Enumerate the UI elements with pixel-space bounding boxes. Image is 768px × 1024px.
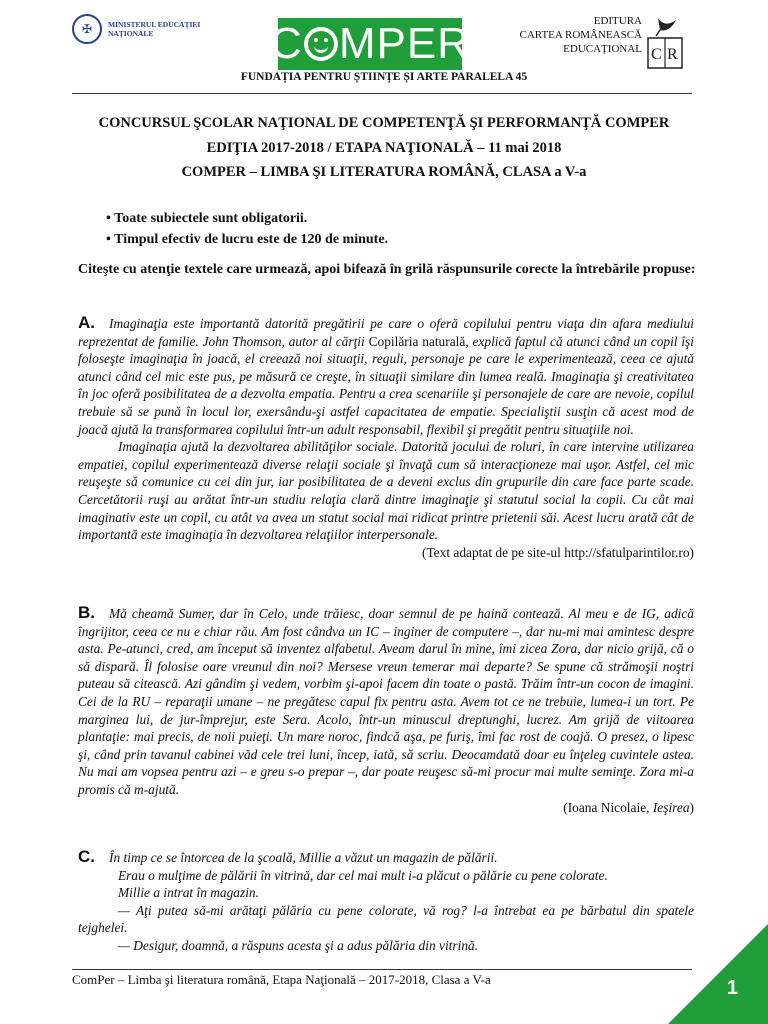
page-number: 1 — [726, 977, 738, 999]
rule-item: • Timpul efectiv de lucru este de 120 de minute. — [106, 229, 388, 250]
ministry-name: MINISTERUL EDUCAȚIEI NAȚIONALE — [108, 20, 201, 38]
section-a-letter: A. — [78, 313, 95, 332]
comper-logo-word: C MPER — [270, 19, 470, 68]
exam-rules — [106, 208, 388, 250]
section-b-letter: B. — [78, 603, 95, 622]
section-b-source: (Ioana Nicolaie, Ieşirea) — [563, 799, 694, 815]
section-b — [78, 604, 694, 816]
book-title: Copilăria naturală — [368, 333, 466, 349]
section-c-line-3: Millie a intrat în magazin. — [118, 885, 259, 901]
section-c-line-4: — Aţi putea să-mi arătaţi pălăria cu pene colorate, vă rog? l-a întrebat ea pe bărbatul din spatele tejghelei. — [78, 902, 694, 936]
rule-item: • Toate subiectele sunt obligatorii. — [106, 208, 388, 229]
section-a-source: (Text adaptat de pe site-ul http://sfatulparintilor.ro) — [421, 544, 694, 560]
edition-title: EDIŢIA 2017-2018 / ETAPA NAŢIONALĂ – 11 mai 2018 — [206, 140, 562, 156]
contest-title: CONCURSUL ŞCOLAR NAŢIONAL DE COMPETENŢĂ ŞI PERFORMANŢĂ COMPER — [98, 115, 670, 131]
section-c-line-2: Erau o mulţime de pălării în vitrină, dar cel mai mult i-a plăcut o pălărie cu pene colorate. — [118, 867, 608, 883]
svg-text:R: R — [667, 46, 678, 63]
foundation-name: FUNDAȚIA PENTRU ȘTIINȚE ȘI ARTE PARALELA 45 — [240, 71, 528, 83]
section-a-paragraph-2: Imaginaţia ajută la dezvoltarea abilităţilor sociale. Datorită jocului de roluri, în care intervine utilizarea empatiei, copilul experimentează diverse relaţii sociale şi învaţă cum să interacţioneze mai uşor. Astfel, cel mic reuşeşte să comunice cu cei din jur, iar posibilitatea de a deveni exclus din grupurile din care face parte scade. Cercetătorii ruşi au arătat într-un studiu relaţia clară dintre imaginaţie şi statutul social la copii. Cu cât mai imaginativ este un copil, cu atât va avea un statut social mai ridicat printre prietenii săi. Acest lucru arată cât de importantă este imaginaţia în dezvoltarea relaţiilor interpersonale. — [78, 439, 694, 543]
header-divider — [72, 93, 692, 94]
ministry-logo — [72, 14, 200, 44]
section-c-line-5: — Desigur, doamnă, a răspuns acesta şi a adus pălăria din vitrină. — [118, 937, 479, 953]
footer-text: ComPer – Limba şi literatura română, Etapa Naţională – 2017-2018, Clasa a V-a — [72, 972, 491, 987]
section-a-paragraph-1: A. Imaginaţia este importantă datorită pregătirii pe care o oferă copilului pentru viaţa din afara mediului reprezentat de familie. John Thomson, autor al cărţii Copilăria naturală, explică faptul că atunci când un copil îşi foloseşte imaginaţia în joacă, el creează noi situaţii, reguli, personaje pe care le experimentează, ceea ce ajută atunci când cel mic este pus, pe măsură ce creşte, în situaţii similare din lumea reală. Imaginaţia şi creativitatea în joc oferă posibilitatea de a dezvolta empatia. Pentru a crea scenariile şi personajele de care are nevoie, copilul trebuie să se pună în locul lor, exersându-şi astfel capacitatea de empatie. Specialiştii susţin că acest mod de joacă ajută la transformarea copilului într-un adult responsabil, flexibil şi pregătit pentru situaţiile noi. — [78, 313, 694, 437]
section-b-paragraph: B. Mă cheamă Sumer, dar în Celo, unde trăiesc, doar semnul de pe haină contează. Al meu e de IG, adică îngrijitor, ceea ce nu e chiar rău. Am fost cândva un IC – inginer de computere –, dar nu-mi mai amintesc despre asta. Pe-atunci, cred, am început să inventez alfabetul. Aveam darul în mine, îmi zicea Zora, dar nicio grijă, că o să dispară. Îl folosise oare vreunul din noi? Mersese vreun temerar mai departe? Se spune că strămoşii noştri puteau să citească. Azi gândim şi vedem, vorbim şi-apoi facem din toate o pastă. Trăim într-un cocon de imagini. Cei de la RU – reparaţii umane – ne pregătesc capul fix pentru asta. Avem tot ce ne trebuie, lumea-i un tort. Pe marginea lui, de jur-împrejur, este Sera. Acolo, într-un minuscul dreptunghi, lucrez. Am grijă de viitoarea plantaţie: mai precis, de noii puieţi. Un mare noroc, findcă aşa, pe furiş, îmi fac rost de coajă. O presez, o lipesc şi, când prin tavanul cabinei văd cele trei luni, încep, iată, să scriu. Deocamdată doar eu înţeleg cuvintele astea. Nu mai am vopsea pentru azi – e greu s-o prepar –, dar poate reuşesc să-mi procur mai multe seminţe. Zora mi-a promis că m-ajută. — [78, 603, 694, 797]
section-a — [78, 314, 694, 561]
source-book-title: Ieşirea — [652, 799, 690, 815]
page-corner-triangle — [668, 924, 768, 1024]
footer-divider — [72, 969, 692, 970]
coat-of-arms-icon: ✠ — [72, 14, 102, 44]
instruction-text: Citeşte cu atenţie textele care urmează, apoi bifează în grilă răspunsurile corecte la întrebările propuse: — [78, 262, 696, 277]
section-c — [78, 848, 694, 955]
smiley-icon — [304, 27, 338, 61]
section-c-letter: C. — [78, 847, 95, 866]
subject-title: COMPER – LIMBA ŞI LITERATURA ROMÂNĂ, CLASA a V-a — [181, 164, 587, 180]
comper-logo — [270, 18, 470, 70]
publisher-name: EDITURA CARTEA ROMÂNEASCĂ EDUCAȚIONAL — [519, 15, 642, 55]
svg-text:C: C — [651, 46, 662, 63]
cr-publisher-logo — [646, 16, 684, 70]
section-c-line-1: C. În timp ce se întorcea de la şcoală, Millie a văzut un magazin de pălării. — [78, 847, 498, 866]
